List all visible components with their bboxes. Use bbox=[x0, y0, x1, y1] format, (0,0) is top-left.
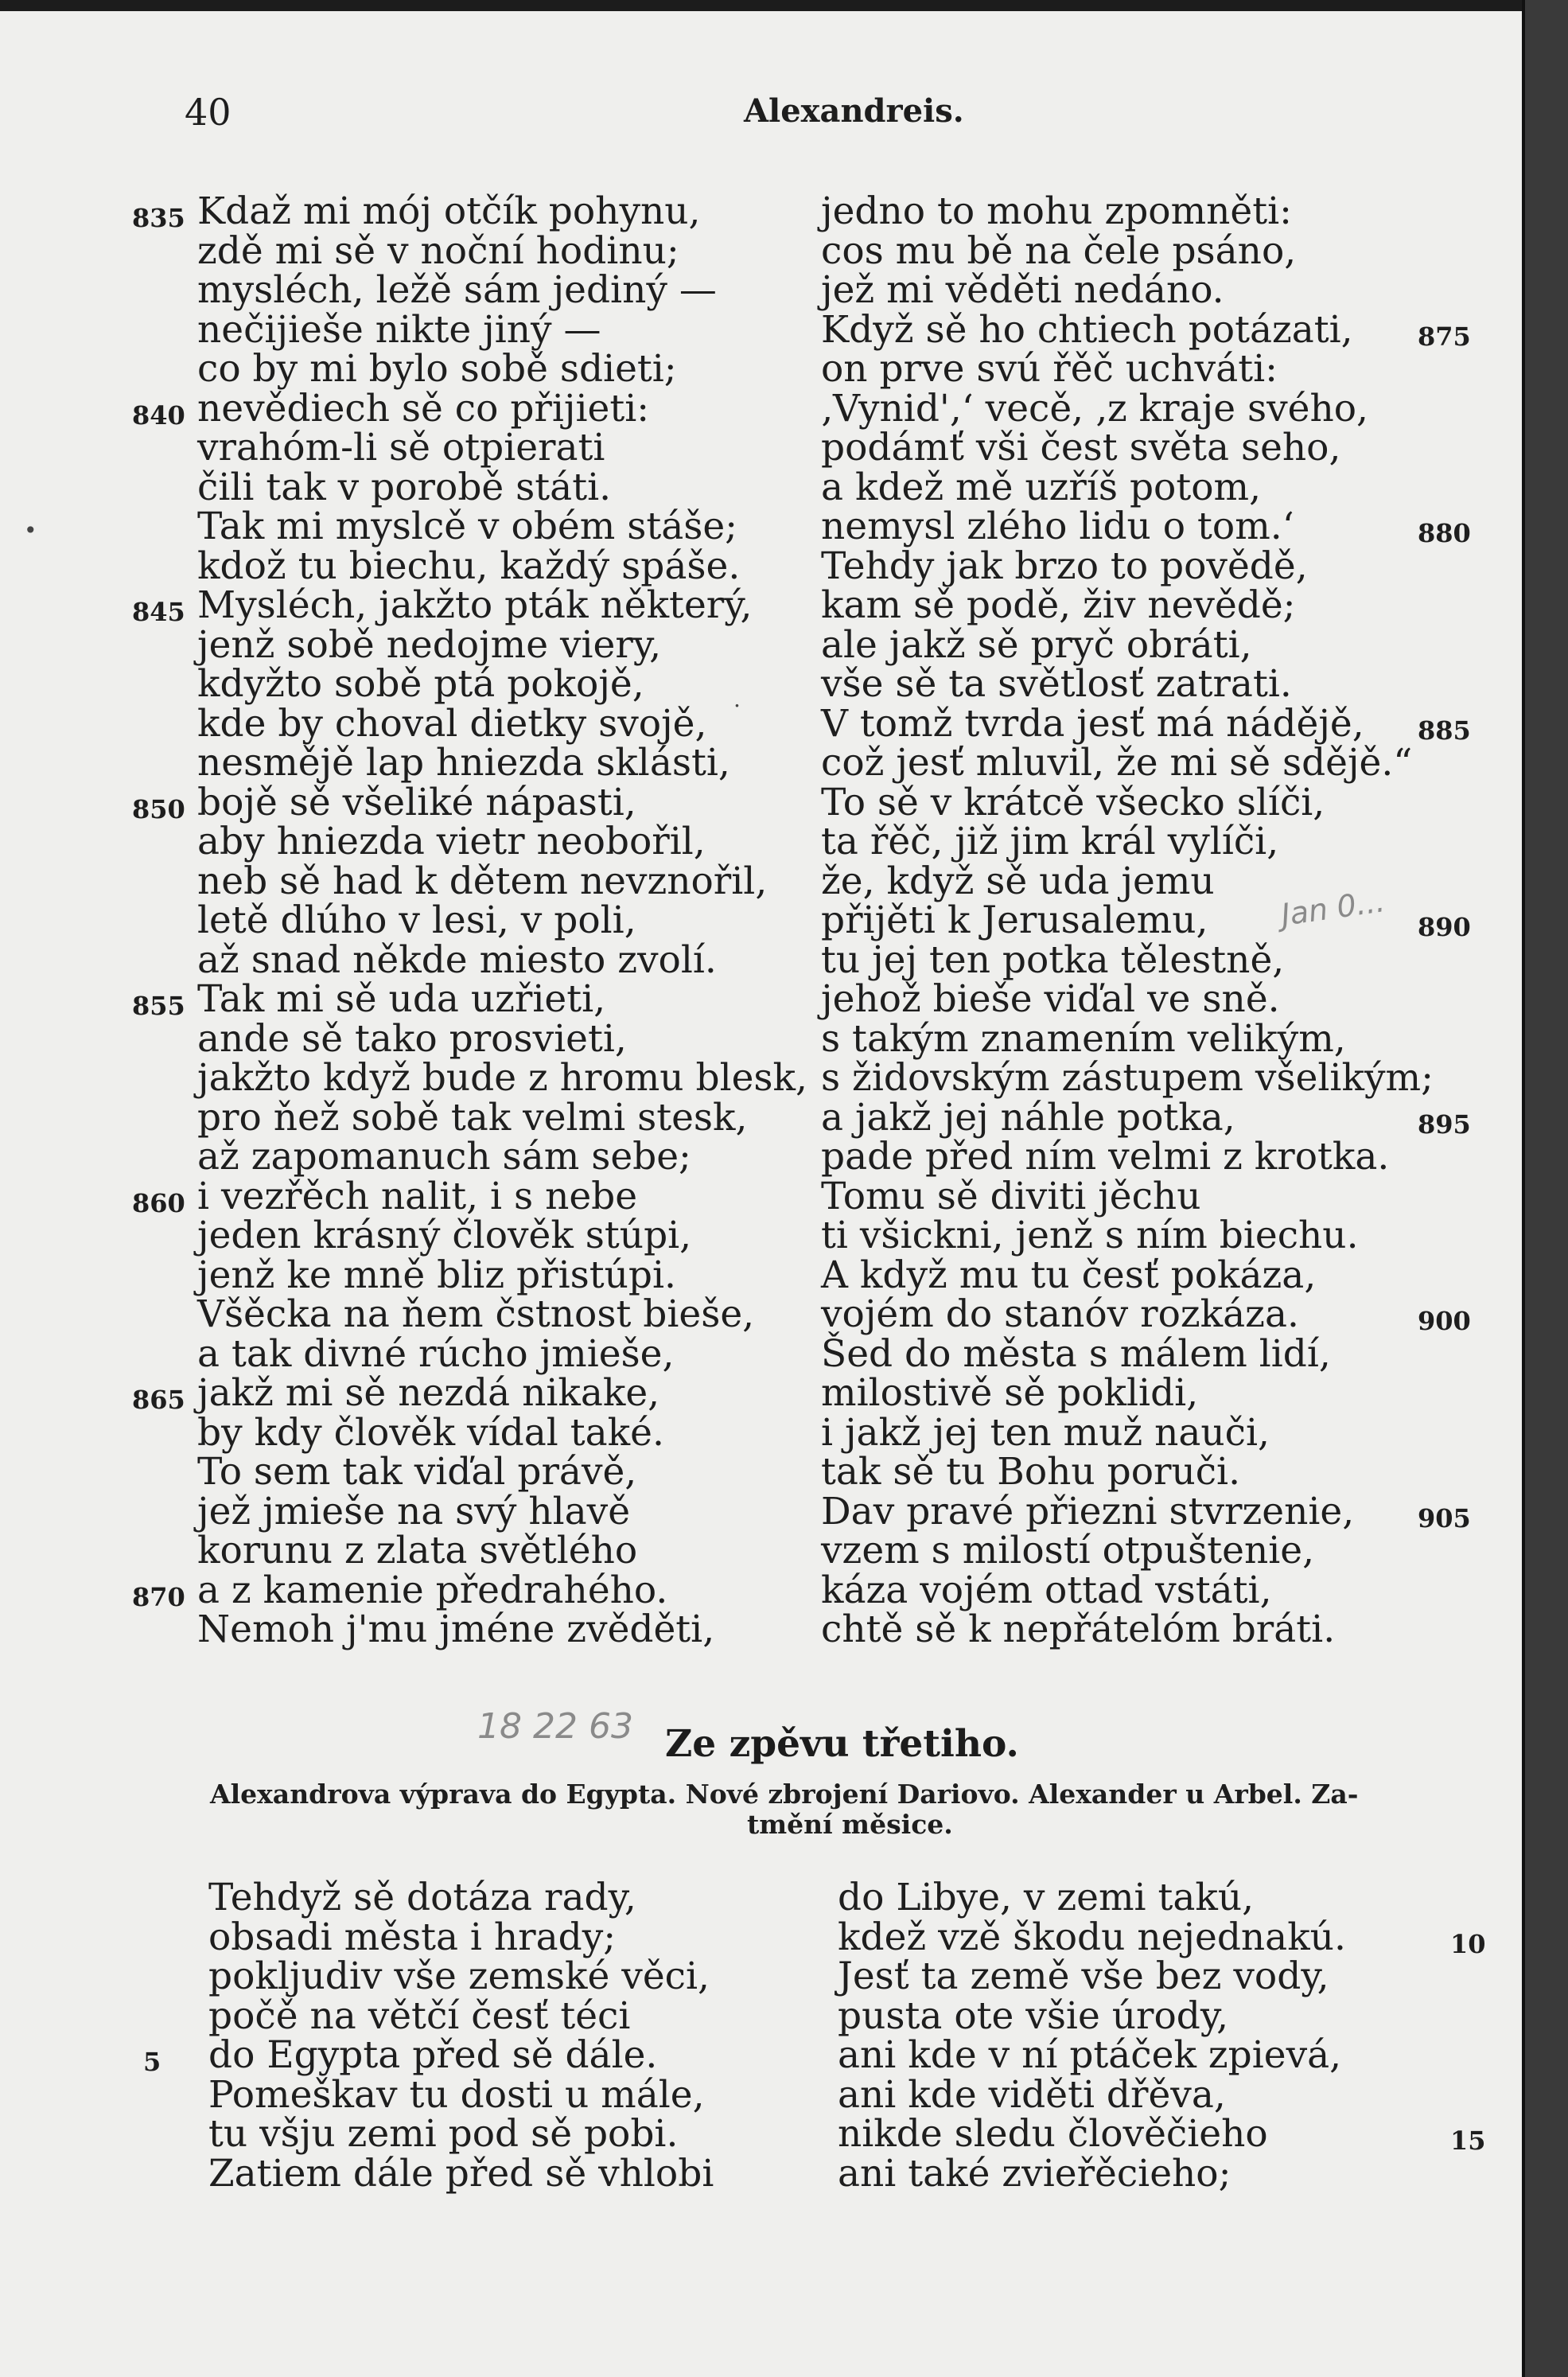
line-number: 840 bbox=[132, 399, 185, 431]
verse-text: Tomu sě diviti jěchu bbox=[821, 1174, 1201, 1218]
poem-column-top-left bbox=[132, 189, 807, 1651]
verse-text: jenž sobě nedojme viery, bbox=[197, 622, 662, 667]
verse-line bbox=[197, 743, 807, 783]
verse-line bbox=[821, 1292, 1471, 1336]
verse-text: s takým znamením velikým, bbox=[821, 1016, 1346, 1061]
verse-line bbox=[197, 622, 807, 667]
verse-text: vzem s milostí otpuštenie, bbox=[821, 1529, 1315, 1572]
verse-text: milostivě sě poklidi, bbox=[821, 1371, 1199, 1415]
verse-text: nečijieše nikte jiný — bbox=[197, 307, 601, 352]
verse-line bbox=[821, 505, 1471, 548]
running-title: Alexandreis. bbox=[744, 92, 964, 130]
line-number: 860 bbox=[132, 1187, 185, 1218]
verse-line bbox=[838, 1915, 1486, 1959]
verse-text: To sem tak viďal právě, bbox=[197, 1450, 637, 1494]
verse-line bbox=[197, 1489, 807, 1533]
verse-text: tu všju zemi pod sě pobi. bbox=[208, 2112, 679, 2156]
poem-column-bottom-left bbox=[143, 1876, 714, 2196]
margin-dot: • bbox=[24, 517, 37, 544]
verse-text: kam sě podě, živ nevědě; bbox=[821, 583, 1296, 627]
line-number: 865 bbox=[132, 1385, 185, 1415]
verse-text: čili tak v porobě státi. bbox=[197, 465, 612, 509]
verse-line bbox=[821, 1216, 1434, 1256]
verse-line bbox=[838, 1993, 1346, 2038]
verse-text: ani kde viděti dřěva, bbox=[838, 2072, 1226, 2117]
verse-line bbox=[821, 1489, 1471, 1533]
poem-column-bottom-right bbox=[838, 1876, 1486, 2196]
margin-dot: . bbox=[733, 686, 741, 712]
verse-line bbox=[197, 1095, 807, 1140]
verse-line bbox=[208, 2151, 714, 2196]
verse-line bbox=[197, 1253, 807, 1297]
verse-line bbox=[821, 1253, 1434, 1297]
verse-text: nesmějě lap hniezda sklásti, bbox=[197, 741, 730, 785]
verse-line bbox=[821, 228, 1434, 273]
verse-line bbox=[197, 268, 807, 312]
verse-text: chtě sě k nepřátelóm bráti. bbox=[821, 1607, 1336, 1651]
verse-text: by kdy člověk vídal také. bbox=[197, 1410, 664, 1455]
verse-line bbox=[821, 1016, 1434, 1061]
verse-text: až snad někde miesto zvolí. bbox=[197, 937, 717, 982]
verse-text: tu jej ten potka tělestně, bbox=[821, 937, 1285, 982]
verse-text: letě dlúho v lesi, v poli, bbox=[197, 898, 636, 942]
line-number: 5 bbox=[143, 2047, 161, 2077]
verse-line bbox=[838, 1878, 1346, 1918]
verse-line bbox=[132, 189, 807, 233]
verse-text: kdyžto sobě ptá pokojě, bbox=[197, 662, 644, 706]
verse-line bbox=[132, 1174, 807, 1218]
line-number: 880 bbox=[1418, 518, 1471, 548]
line-number: 855 bbox=[132, 991, 185, 1021]
verse-line bbox=[132, 977, 807, 1021]
verse-text: nikde sledu člověčieho bbox=[838, 2112, 1268, 2156]
verse-text: Pomeškav tu dosti u mále, bbox=[208, 2072, 705, 2117]
verse-line bbox=[838, 2072, 1346, 2117]
section-summary bbox=[210, 1779, 1491, 1840]
verse-text: jakž mi sě nezdá nikake, bbox=[197, 1371, 660, 1415]
verse-text: kdož tu biechu, každý spáše. bbox=[197, 544, 741, 588]
verse-line bbox=[197, 1016, 807, 1061]
verse-text: jeden krásný člověk stúpi, bbox=[197, 1214, 692, 1257]
verse-line bbox=[821, 1607, 1434, 1651]
verse-text: pokljudiv vše zemské věci, bbox=[208, 1954, 710, 1998]
verse-text: ta řěč, již jim král vylíči, bbox=[821, 820, 1279, 863]
verse-text: aby hniezda vietr neobořil, bbox=[197, 820, 706, 863]
verse-line bbox=[838, 1954, 1346, 1998]
line-number: 15 bbox=[1450, 2126, 1486, 2156]
verse-text: ale jakž sě pryč obráti, bbox=[821, 622, 1252, 667]
verse-text: neb sě had k dětem nevznořil, bbox=[197, 859, 768, 903]
verse-text: Tak mi myslcě v obém stáše; bbox=[197, 505, 738, 548]
verse-line bbox=[821, 268, 1434, 312]
verse-text: a jakž jej náhle potka, bbox=[821, 1095, 1235, 1140]
verse-text: tak sě tu Bohu poruči. bbox=[821, 1450, 1241, 1494]
verse-text: Nemoh j'mu jméne zvěděti, bbox=[197, 1607, 715, 1651]
pencil-annotation-section: 18 22 63 bbox=[477, 1706, 633, 1747]
verse-text: ani také zvieřěcieho; bbox=[838, 2151, 1231, 2196]
verse-text: Když sě ho chtiech potázati, bbox=[821, 307, 1353, 352]
verse-text: A když mu tu česť pokáza, bbox=[821, 1253, 1317, 1297]
verse-line bbox=[208, 2072, 714, 2117]
verse-text: ‚Vynid',‘ vecě, ‚z kraje svého, bbox=[821, 386, 1368, 431]
verse-line bbox=[197, 307, 807, 352]
verse-text: kdež vzě škodu nejednakú. bbox=[838, 1915, 1346, 1959]
verse-text: Tehdy jak brzo to povědě, bbox=[821, 544, 1308, 588]
line-number: 905 bbox=[1418, 1502, 1471, 1533]
verse-line bbox=[197, 1292, 807, 1336]
verse-text: ande sě tako prosvieti, bbox=[197, 1016, 627, 1061]
summary-line: tmění měsice. bbox=[747, 1809, 953, 1840]
section-title: Ze zpěvu třetiho. bbox=[665, 1722, 1019, 1766]
line-number: 870 bbox=[132, 1581, 185, 1612]
verse-line bbox=[821, 189, 1434, 233]
verse-line bbox=[821, 780, 1434, 824]
verse-text: To sě v krátcě všecko slíči, bbox=[821, 780, 1325, 824]
verse-text: Jesť ta země vše bez vody, bbox=[838, 1954, 1329, 1998]
line-number: 890 bbox=[1418, 912, 1471, 942]
verse-text: Tehdyž sě dotáza rady, bbox=[208, 1876, 636, 1919]
line-number: 835 bbox=[132, 203, 185, 233]
verse-line bbox=[132, 1371, 807, 1415]
verse-line bbox=[838, 2112, 1486, 2156]
verse-text: co by mi bylo sobě sdieti; bbox=[197, 347, 677, 391]
verse-line bbox=[197, 1410, 807, 1455]
verse-line bbox=[197, 822, 807, 862]
verse-line bbox=[821, 465, 1434, 509]
verse-text: Mysléch, jakžto pták některý, bbox=[197, 583, 753, 627]
verse-line bbox=[208, 1878, 714, 1918]
verse-line bbox=[197, 1058, 807, 1098]
verse-line bbox=[197, 701, 807, 746]
verse-text: bojě sě všeliké nápasti, bbox=[197, 780, 636, 824]
verse-text: pro ňež sobě tak velmi stesk, bbox=[197, 1095, 748, 1140]
verse-text: že, když sě uda jemu bbox=[821, 859, 1215, 903]
verse-line bbox=[208, 1915, 714, 1959]
verse-text: jenž ke mně bliz přistúpi. bbox=[197, 1253, 676, 1297]
line-number: 885 bbox=[1418, 715, 1471, 746]
verse-text: Šed do města s málem lidí, bbox=[821, 1331, 1331, 1376]
verse-line bbox=[132, 1568, 807, 1612]
verse-line bbox=[197, 228, 807, 273]
line-number: 895 bbox=[1418, 1109, 1471, 1140]
verse-line bbox=[208, 2114, 714, 2154]
verse-line bbox=[838, 2151, 1346, 2196]
verse-text: jedno to mohu zpomněti: bbox=[821, 189, 1292, 233]
verse-text: a kdež mě uzříš potom, bbox=[821, 465, 1262, 509]
verse-text: korunu z zlata světlého bbox=[197, 1529, 638, 1572]
verse-text: a tak divné rúcho jmieše, bbox=[197, 1331, 675, 1376]
verse-text: což jesť mluvil, že mi sě sdějě.“ bbox=[821, 741, 1413, 785]
verse-line bbox=[197, 544, 807, 588]
line-number: 845 bbox=[132, 597, 185, 627]
verse-line bbox=[821, 1058, 1434, 1098]
verse-text: vojém do stanóv rozkáza. bbox=[821, 1292, 1299, 1336]
verse-line bbox=[197, 349, 807, 389]
verse-text: přijěti k Jerusalemu, bbox=[821, 898, 1208, 942]
verse-line bbox=[197, 428, 807, 468]
verse-text: do Egypta před sě dále. bbox=[208, 2033, 658, 2077]
verse-line bbox=[821, 1568, 1434, 1612]
verse-line bbox=[197, 507, 807, 547]
line-number: 900 bbox=[1418, 1306, 1471, 1336]
verse-line bbox=[132, 583, 807, 627]
verse-text: obsadi města i hrady; bbox=[208, 1915, 617, 1959]
verse-line bbox=[821, 544, 1434, 588]
verse-line bbox=[821, 583, 1434, 627]
verse-text: jež mi věděti nedáno. bbox=[821, 268, 1224, 312]
verse-line bbox=[197, 937, 807, 982]
verse-text: nevědiech sě co přijieti: bbox=[197, 386, 650, 431]
verse-line bbox=[821, 743, 1434, 783]
verse-text: V tomž tvrda jesť má nádějě, bbox=[821, 701, 1364, 746]
verse-line bbox=[132, 386, 807, 431]
verse-line bbox=[821, 977, 1434, 1021]
verse-text: jakžto když bude z hromu blesk, bbox=[197, 1056, 807, 1100]
verse-text: vrahóm-li sě otpierati bbox=[197, 426, 605, 470]
verse-text: on prve svú řěč uchváti: bbox=[821, 347, 1278, 391]
verse-line bbox=[143, 2033, 714, 2077]
verse-line bbox=[197, 465, 807, 509]
line-number: 10 bbox=[1450, 1928, 1486, 1959]
verse-line bbox=[821, 622, 1434, 667]
verse-line bbox=[197, 664, 807, 704]
verse-line bbox=[197, 898, 807, 942]
verse-line bbox=[821, 1371, 1434, 1415]
verse-line bbox=[821, 664, 1434, 704]
verse-text: ani kde v ní ptáček zpievá, bbox=[838, 2033, 1342, 2077]
verse-text: nemysl zlého lidu o tom.‘ bbox=[821, 505, 1294, 548]
verse-text: do Libye, v zemi takú, bbox=[838, 1876, 1255, 1919]
verse-text: a z kamenie předrahého. bbox=[197, 1568, 668, 1612]
verse-line bbox=[208, 1993, 714, 2038]
line-number: 850 bbox=[132, 793, 185, 824]
verse-text: ti všickni, jenž s ním biechu. bbox=[821, 1214, 1359, 1257]
verse-line bbox=[821, 386, 1434, 431]
verse-text: s židovským zástupem všelikým; bbox=[821, 1056, 1434, 1100]
verse-line bbox=[821, 701, 1471, 746]
verse-text: pusta ote všie úrody, bbox=[838, 1993, 1229, 2038]
verse-line bbox=[821, 1331, 1434, 1376]
verse-text: mysléch, ležě sám jediný — bbox=[197, 268, 717, 312]
verse-line bbox=[821, 428, 1434, 468]
verse-text: jež jmieše na svý hlavě bbox=[197, 1489, 631, 1533]
page-edge-line bbox=[1522, 0, 1525, 2377]
verse-line bbox=[821, 1410, 1434, 1455]
verse-line bbox=[821, 1095, 1471, 1140]
verse-text: Dav pravé přiezni stvrzenie, bbox=[821, 1489, 1355, 1533]
verse-line bbox=[821, 1174, 1434, 1218]
line-number: 875 bbox=[1418, 321, 1471, 352]
verse-line bbox=[838, 2033, 1346, 2077]
page-edge bbox=[1522, 0, 1568, 2377]
verse-text: kde by choval dietky svojě, bbox=[197, 701, 707, 746]
verse-line bbox=[197, 1331, 807, 1376]
verse-text: vše sě ta světlosť zatrati. bbox=[821, 662, 1292, 706]
verse-text: až zapomanuch sám sebe; bbox=[197, 1135, 691, 1179]
page-number: 40 bbox=[185, 91, 232, 134]
verse-line bbox=[821, 349, 1434, 389]
verse-text: počě na větčí česť téci bbox=[208, 1993, 631, 2038]
verse-text: Kdaž mi mój otčík pohynu, bbox=[197, 189, 701, 233]
verse-line bbox=[197, 1607, 807, 1651]
verse-text: Všěcka na ňem čstnost bieše, bbox=[197, 1292, 755, 1336]
verse-text: pade před ním velmi z krotka. bbox=[821, 1135, 1390, 1179]
verse-text: jehož bieše viďal ve sně. bbox=[821, 977, 1280, 1021]
verse-line bbox=[821, 822, 1434, 862]
verse-text: podámť vši čest světa seho, bbox=[821, 426, 1341, 470]
verse-text: káza vojém ottad vstáti, bbox=[821, 1568, 1272, 1612]
verse-line bbox=[821, 1137, 1434, 1177]
verse-line bbox=[821, 307, 1471, 352]
verse-line bbox=[821, 1452, 1434, 1492]
summary-line: Alexandrova výprava do Egypta. Nové zbrojení Dariovo. Alexander u Arbel. Za- bbox=[210, 1779, 1359, 1810]
verse-line bbox=[197, 1531, 807, 1571]
verse-text: i vezřěch nalit, i s nebe bbox=[197, 1174, 638, 1218]
pencil-annotation: Jan 0... bbox=[1278, 883, 1387, 933]
verse-line bbox=[197, 1137, 807, 1177]
verse-line bbox=[197, 1216, 807, 1256]
verse-line bbox=[197, 1452, 807, 1492]
verse-line bbox=[208, 1954, 714, 1998]
verse-line bbox=[197, 859, 807, 903]
verse-text: zdě mi sě v noční hodinu; bbox=[197, 228, 679, 273]
verse-line bbox=[132, 780, 807, 824]
verse-text: cos mu bě na čele psáno, bbox=[821, 228, 1297, 273]
verse-text: Zatiem dále před sě vhlobi bbox=[208, 2151, 714, 2196]
verse-line bbox=[821, 937, 1434, 982]
verse-text: i jakž jej ten muž nauči, bbox=[821, 1410, 1270, 1455]
verse-line bbox=[821, 1531, 1434, 1571]
verse-text: Tak mi sě uda uzřieti, bbox=[197, 977, 606, 1021]
